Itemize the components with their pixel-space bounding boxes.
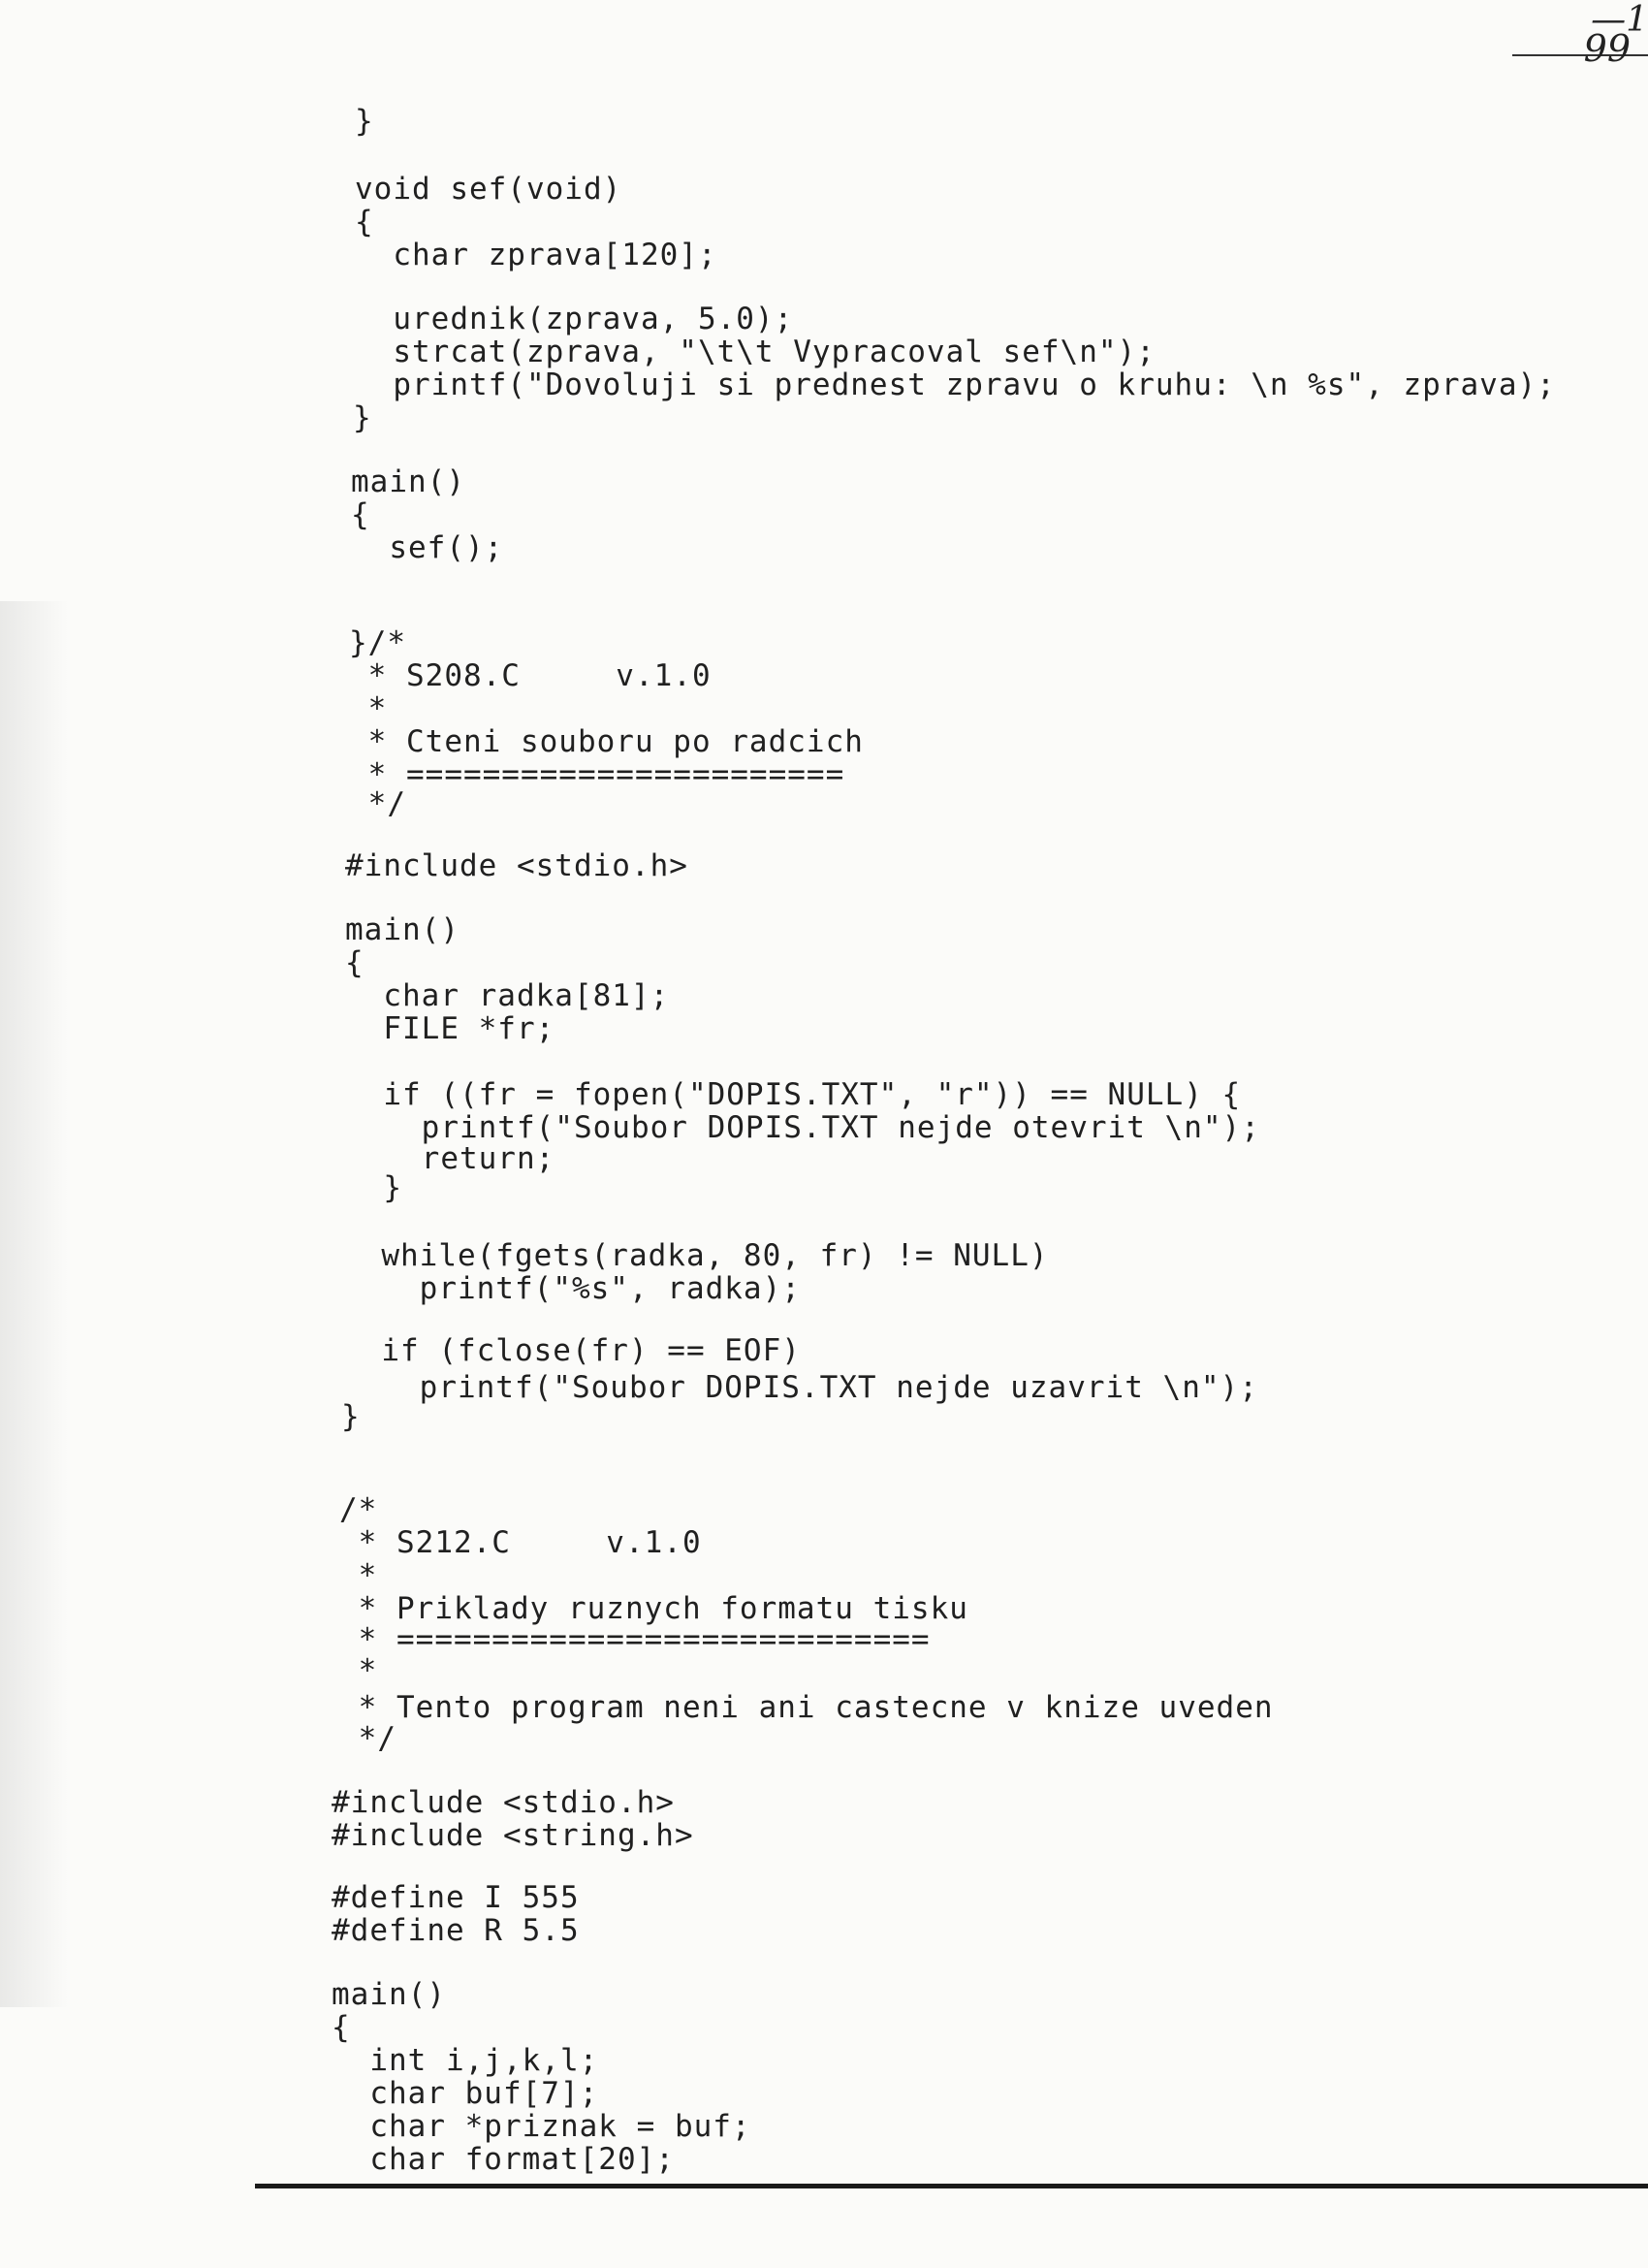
code-line: * ============================	[339, 1622, 931, 1657]
code-line: char radka[81];	[345, 978, 670, 1013]
code-line: return;	[345, 1141, 555, 1176]
code-line: *	[349, 691, 388, 726]
code-line: {	[345, 945, 364, 980]
code-line: {	[332, 2010, 351, 2045]
code-line: sef();	[351, 530, 504, 565]
code-line: printf("%s", radka);	[343, 1271, 801, 1306]
code-line: * Cteni souboru po radcich	[349, 724, 864, 759]
code-line: void sef(void)	[355, 172, 622, 207]
code-line: *	[339, 1653, 378, 1688]
code-line: * S212.C v.1.0	[339, 1525, 702, 1560]
code-line: main()	[345, 912, 460, 947]
code-line: if (fclose(fr) == EOF)	[343, 1333, 801, 1368]
code-line: * Tento program neni ani castecne v knize uveden	[339, 1690, 1274, 1725]
code-line: strcat(zprava, "\t\t Vypracoval sef\n");	[355, 335, 1156, 369]
code-line: urednik(zprava, 5.0);	[355, 302, 794, 336]
code-line: FILE *fr;	[345, 1011, 555, 1046]
code-line: while(fgets(radka, 80, fr) != NULL)	[343, 1238, 1049, 1273]
code-line: }	[345, 1170, 402, 1205]
code-line: printf("Soubor DOPIS.TXT nejde otevrit \n");	[345, 1110, 1260, 1145]
code-line: */	[339, 1721, 396, 1756]
code-line: *	[339, 1558, 378, 1593]
corner-mark: —1	[1591, 0, 1648, 40]
code-line: #include <stdio.h>	[345, 848, 688, 883]
code-line: #include <string.h>	[332, 1818, 694, 1853]
code-line: printf("Soubor DOPIS.TXT nejde uzavrit \n");	[343, 1370, 1258, 1405]
code-line: {	[351, 497, 370, 532]
code-line: int i,j,k,l;	[332, 2043, 599, 2078]
code-line: main()	[332, 1977, 446, 2012]
code-line: main()	[351, 464, 465, 499]
code-line: }	[353, 400, 372, 435]
code-line: }/*	[349, 625, 406, 660]
code-line: char buf[7];	[332, 2076, 599, 2111]
page-number: 99	[1583, 27, 1631, 70]
code-line: }	[341, 1399, 361, 1434]
code-line: printf("Dovoluji si prednest zpravu o kruhu: \n %s", zprava);	[355, 367, 1556, 402]
code-line: #include <stdio.h>	[332, 1785, 675, 1820]
code-line: */	[349, 786, 406, 821]
scan-shadow	[0, 601, 68, 2007]
bottom-rule	[255, 2184, 1648, 2188]
code-line: char zprava[120];	[355, 238, 717, 272]
code-line: * S208.C v.1.0	[349, 658, 712, 693]
code-line: * =======================	[349, 757, 845, 792]
code-line: #define I 555	[332, 1880, 580, 1915]
code-line: /*	[339, 1492, 378, 1527]
code-line: * Priklady ruznych formatu tisku	[339, 1591, 968, 1626]
code-line: char *priznak = buf;	[332, 2109, 751, 2144]
code-line: char format[20];	[332, 2142, 675, 2177]
code-line: }	[355, 104, 374, 139]
code-line: if ((fr = fopen("DOPIS.TXT", "r")) == NULL) {	[345, 1077, 1242, 1112]
code-line: {	[355, 205, 374, 240]
code-line: #define R 5.5	[332, 1913, 580, 1948]
